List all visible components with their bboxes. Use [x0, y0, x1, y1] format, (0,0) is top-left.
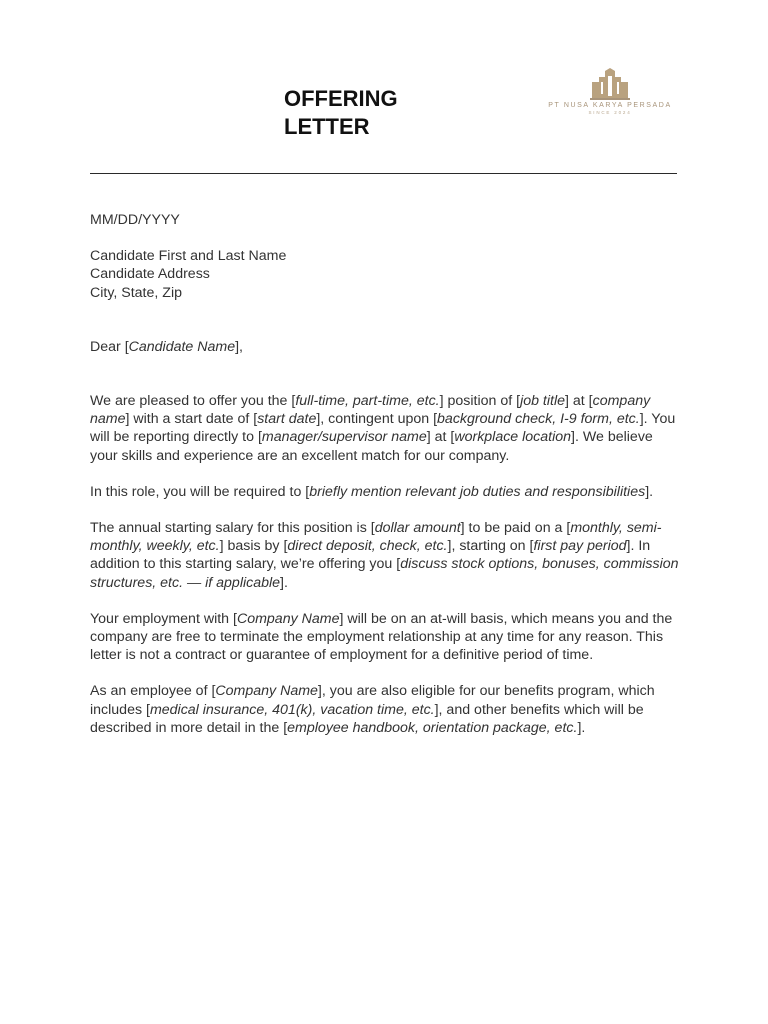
- placeholder: direct deposit, check, etc.: [287, 538, 448, 555]
- placeholder: medical insurance, 401(k), vacation time, etc.: [149, 701, 435, 718]
- recipient-city: City, State, Zip: [90, 284, 182, 301]
- company-logo: [545, 68, 675, 126]
- title-line-2: LETTER: [284, 114, 370, 139]
- text: ] at [: [565, 393, 593, 410]
- recipient-address: [90, 247, 680, 302]
- text: As an employee of [: [90, 683, 216, 700]
- text: ].: [280, 574, 288, 591]
- text: Your employment with [: [90, 610, 237, 627]
- recipient-name: Candidate First and Last Name: [90, 248, 287, 265]
- placeholder: discuss stock options, bonuses, commission structures, etc. — if applicable: [90, 556, 679, 591]
- text: ] will be on an at-will basis, which means you and the company are free to terminate the employment relationship at any time for any reason. This letter is not a contract or guarantee of employment for a definitive period of time.: [90, 610, 673, 664]
- text: The annual starting salary for this position is [: [90, 520, 375, 537]
- placeholder: monthly, semi-monthly, weekly, etc.: [90, 520, 662, 555]
- placeholder-candidate-name: Candidate Name: [128, 338, 236, 355]
- placeholder: manager/supervisor name: [261, 429, 427, 446]
- text: ]. You will be reporting directly to [: [90, 411, 676, 446]
- logo-company-name: PT NUSA KARYA PERSADA: [548, 102, 672, 109]
- text: ] to be paid on a [: [460, 520, 571, 537]
- placeholder: briefly mention relevant job duties and responsibilities: [309, 483, 646, 500]
- header-divider: [90, 173, 677, 174]
- text: ].: [577, 719, 586, 736]
- benefits-paragraph: [90, 682, 680, 737]
- placeholder: workplace location: [454, 429, 572, 446]
- text: ] with a start date of [: [125, 411, 258, 428]
- letter-date: MM/DD/YYYY: [90, 212, 180, 228]
- text: ] basis by [: [219, 538, 288, 555]
- placeholder: Company Name: [236, 610, 340, 627]
- text: ] at [: [426, 429, 455, 446]
- greeting-text: ],: [235, 338, 243, 355]
- text: ], and other benefits which will be described in more detail in the [: [90, 701, 644, 736]
- logo-since: SINCE 2024: [588, 110, 632, 115]
- letter-body: [90, 211, 680, 755]
- greeting: [90, 338, 680, 356]
- text: ], you are also eligible for our benefits program, which includes [: [90, 683, 655, 718]
- text: ]. In addition to this starting salary, we’re offering you [: [90, 538, 651, 573]
- text: We are pleased to offer you the [: [90, 393, 296, 410]
- offer-paragraph: [90, 392, 680, 465]
- building-icon: [590, 68, 630, 100]
- text: In this role, you will be required to [: [90, 483, 310, 500]
- placeholder: Company Name: [215, 683, 318, 700]
- text: ], contingent upon [: [316, 411, 438, 428]
- role-paragraph: [90, 483, 680, 501]
- text: ]. We believe your skills and experience are an excellent match for our company.: [90, 429, 653, 464]
- text: ].: [645, 483, 654, 500]
- placeholder: job title: [520, 393, 566, 410]
- placeholder: full-time, part-time, etc.: [295, 393, 440, 410]
- title-line-1: OFFERING: [284, 86, 398, 111]
- employment-paragraph: [90, 610, 680, 665]
- greeting-text: Dear [: [90, 338, 129, 355]
- salary-paragraph: [90, 519, 680, 592]
- recipient-street: Candidate Address: [90, 266, 210, 283]
- placeholder: background check, I-9 form, etc.: [437, 411, 640, 428]
- placeholder: dollar amount: [374, 520, 461, 537]
- placeholder: start date: [257, 411, 317, 428]
- placeholder: first pay period: [533, 538, 627, 555]
- placeholder: employee handbook, orientation package, etc.: [287, 719, 578, 736]
- page-title: [284, 85, 398, 141]
- text: ], starting on [: [447, 538, 534, 555]
- placeholder: company name: [90, 393, 651, 428]
- text: ] position of [: [439, 393, 521, 410]
